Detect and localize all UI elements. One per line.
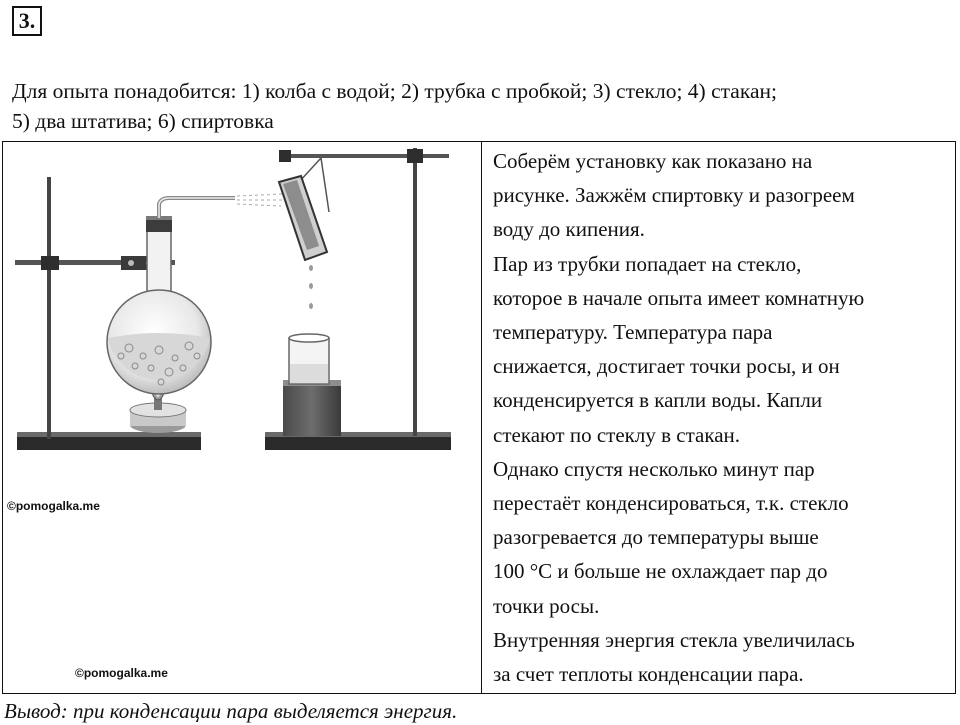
experiment-description xyxy=(493,144,949,691)
column-divider xyxy=(481,142,482,693)
description-line: стекают по стеклу в стакан. xyxy=(493,422,741,447)
description-line: Пар из трубки попадает на стекло, xyxy=(493,251,802,276)
description-line: за счет теплоты конденсации пара. xyxy=(493,662,804,687)
description-line: 100 °C и больше не охлаждает пар до xyxy=(493,559,828,584)
description-line: Внутренняя энергия стекла увеличилась xyxy=(493,627,855,652)
conclusion: Вывод: при конденсации пара выделяется энергия. xyxy=(4,699,458,723)
materials-list xyxy=(12,76,952,136)
watermark-top: ©pomogalka.me xyxy=(7,499,100,513)
materials-line-2: 5) два штатива; 6) спиртовка xyxy=(12,109,274,133)
apparatus-drawing xyxy=(3,142,479,692)
flask-with-water xyxy=(107,216,211,394)
description-line: разогревается до температуры выше xyxy=(493,525,819,550)
delivery-tube xyxy=(159,194,283,218)
task-number: 3. xyxy=(12,6,42,36)
glass-plate xyxy=(279,176,327,260)
description-line: снижается, достигает точки росы, и он xyxy=(493,354,840,379)
beaker-on-block xyxy=(283,334,341,436)
description-line: Соберём установку как показано на xyxy=(493,149,813,173)
water-droplets xyxy=(309,265,313,309)
description-line: воду до кипения. xyxy=(493,217,645,242)
description-line: Однако спустя несколько минут пар xyxy=(493,456,815,481)
experiment-table xyxy=(2,141,956,694)
description-line: которое в начале опыта имеет комнатную xyxy=(493,285,865,310)
description-line: перестаёт конденсироваться, т.к. стекло xyxy=(493,491,849,516)
description-line: точки росы. xyxy=(493,593,600,618)
watermark-bottom: ©pomogalka.me xyxy=(75,666,168,680)
experiment-illustration xyxy=(3,142,481,693)
description-line: рисунке. Зажжём спиртовку и разогреем xyxy=(493,183,855,208)
materials-line-1: Для опыта понадобится: 1) колба с водой; 2) трубка с пробкой; 3) стекло; 4) стакан; xyxy=(12,79,777,103)
description-line: температуру. Температура пара xyxy=(493,320,773,345)
description-line: конденсируется в капли воды. Капли xyxy=(493,388,823,413)
